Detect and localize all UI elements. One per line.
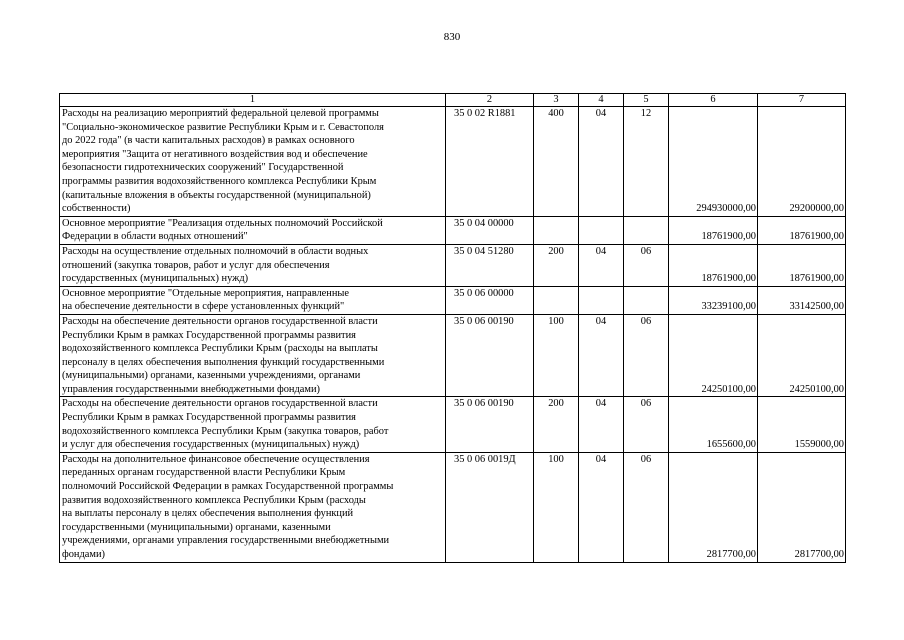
row-amount-year-1: 18761900,00 <box>669 244 758 286</box>
row-section: 04 <box>579 244 624 286</box>
table-row <box>60 397 846 452</box>
row-subsection: 06 <box>624 452 669 562</box>
row-code: 35 0 04 51280 <box>446 244 534 286</box>
row-amount-year-1: 1655600,00 <box>669 397 758 452</box>
row-description: Расходы на реализацию мероприятий федеральной целевой программы "Социально-экономическое развитие Республики Крым и г. Севастополя до 2022 года" (в части капитальных расходов) в рамках основного мероприятия "Защита от негативного воздействия вод и обеспечение безопасности гидротехнических сооружений" Государственной программы развития водохозяйственного комплекса Республики Крым (капитальные вложения в объекты государственной (муниципальной) собственности) <box>60 107 446 217</box>
row-description: Основное мероприятие "Отдельные мероприятия, направленные на обеспечение деятельности в сфере установленных функций" <box>60 286 446 314</box>
row-amount-year-2: 2817700,00 <box>758 452 846 562</box>
row-amount-year-2: 33142500,00 <box>758 286 846 314</box>
row-code: 35 0 06 0019Д <box>446 452 534 562</box>
row-code: 35 0 06 00190 <box>446 314 534 397</box>
budget-table <box>59 93 846 563</box>
row-expense-type: 100 <box>534 452 579 562</box>
row-amount-year-1: 33239100,00 <box>669 286 758 314</box>
row-code: 35 0 06 00000 <box>446 286 534 314</box>
header-cell: 7 <box>758 94 846 107</box>
row-expense-type: 200 <box>534 397 579 452</box>
row-expense-type: 400 <box>534 107 579 217</box>
header-cell: 4 <box>579 94 624 107</box>
row-description: Расходы на осуществление отдельных полномочий в области водных отношений (закупка товаров, работ и услуг для обеспечения государственных (муниципальных) нужд) <box>60 244 446 286</box>
table-row <box>60 286 846 314</box>
row-subsection: 12 <box>624 107 669 217</box>
row-section: 04 <box>579 314 624 397</box>
row-section <box>579 216 624 244</box>
row-amount-year-2: 18761900,00 <box>758 244 846 286</box>
row-amount-year-2: 24250100,00 <box>758 314 846 397</box>
row-amount-year-1: 18761900,00 <box>669 216 758 244</box>
row-description: Расходы на обеспечение деятельности органов государственной власти Республики Крым в рамках Государственной программы развития водохозяйственного комплекса Республики Крым (расходы на выплаты персоналу в целях обеспечения выполнения функций государственными (муниципальными) органами, казенными учреждениями, органами управления государственными внебюджетными фондами) <box>60 314 446 397</box>
row-expense-type <box>534 216 579 244</box>
page-number: 830 <box>443 31 461 43</box>
row-expense-type: 200 <box>534 244 579 286</box>
header-cell: 5 <box>624 94 669 107</box>
row-amount-year-2: 29200000,00 <box>758 107 846 217</box>
row-description: Расходы на дополнительное финансовое обеспечение осуществления переданных органам государственной власти Республики Крым полномочий Российской Федерации в рамках Государственной программы развития водохозяйственного комплекса Республики Крым (расходы на выплаты персоналу в целях обеспечения выполнения функций государственными (муниципальными) органами, казенными учреждениями, органами управления государственными внебюджетными фондами) <box>60 452 446 562</box>
row-subsection <box>624 286 669 314</box>
row-subsection: 06 <box>624 244 669 286</box>
row-subsection <box>624 216 669 244</box>
row-subsection: 06 <box>624 314 669 397</box>
row-code: 35 0 06 00190 <box>446 397 534 452</box>
row-expense-type: 100 <box>534 314 579 397</box>
row-expense-type <box>534 286 579 314</box>
row-section: 04 <box>579 107 624 217</box>
row-section <box>579 286 624 314</box>
table-row <box>60 107 846 217</box>
row-amount-year-1: 24250100,00 <box>669 314 758 397</box>
row-amount-year-2: 1559000,00 <box>758 397 846 452</box>
table-row <box>60 216 846 244</box>
row-description: Основное мероприятие "Реализация отдельных полномочий Российской Федерации в области водных отношений" <box>60 216 446 244</box>
header-cell: 1 <box>60 94 446 107</box>
header-cell: 2 <box>446 94 534 107</box>
row-section: 04 <box>579 397 624 452</box>
row-amount-year-1: 294930000,00 <box>669 107 758 217</box>
row-amount-year-2: 18761900,00 <box>758 216 846 244</box>
row-code: 35 0 04 00000 <box>446 216 534 244</box>
header-cell: 3 <box>534 94 579 107</box>
table-header-row <box>60 94 846 107</box>
table-row <box>60 452 846 562</box>
table-row <box>60 244 846 286</box>
header-cell: 6 <box>669 94 758 107</box>
row-code: 35 0 02 R1881 <box>446 107 534 217</box>
row-amount-year-1: 2817700,00 <box>669 452 758 562</box>
table-row <box>60 314 846 397</box>
row-description: Расходы на обеспечение деятельности органов государственной власти Республики Крым в рамках Государственной программы развития водохозяйственного комплекса Республики Крым (закупка товаров, работ и услуг для обеспечения государственных (муниципальных) нужд) <box>60 397 446 452</box>
row-section: 04 <box>579 452 624 562</box>
row-subsection: 06 <box>624 397 669 452</box>
